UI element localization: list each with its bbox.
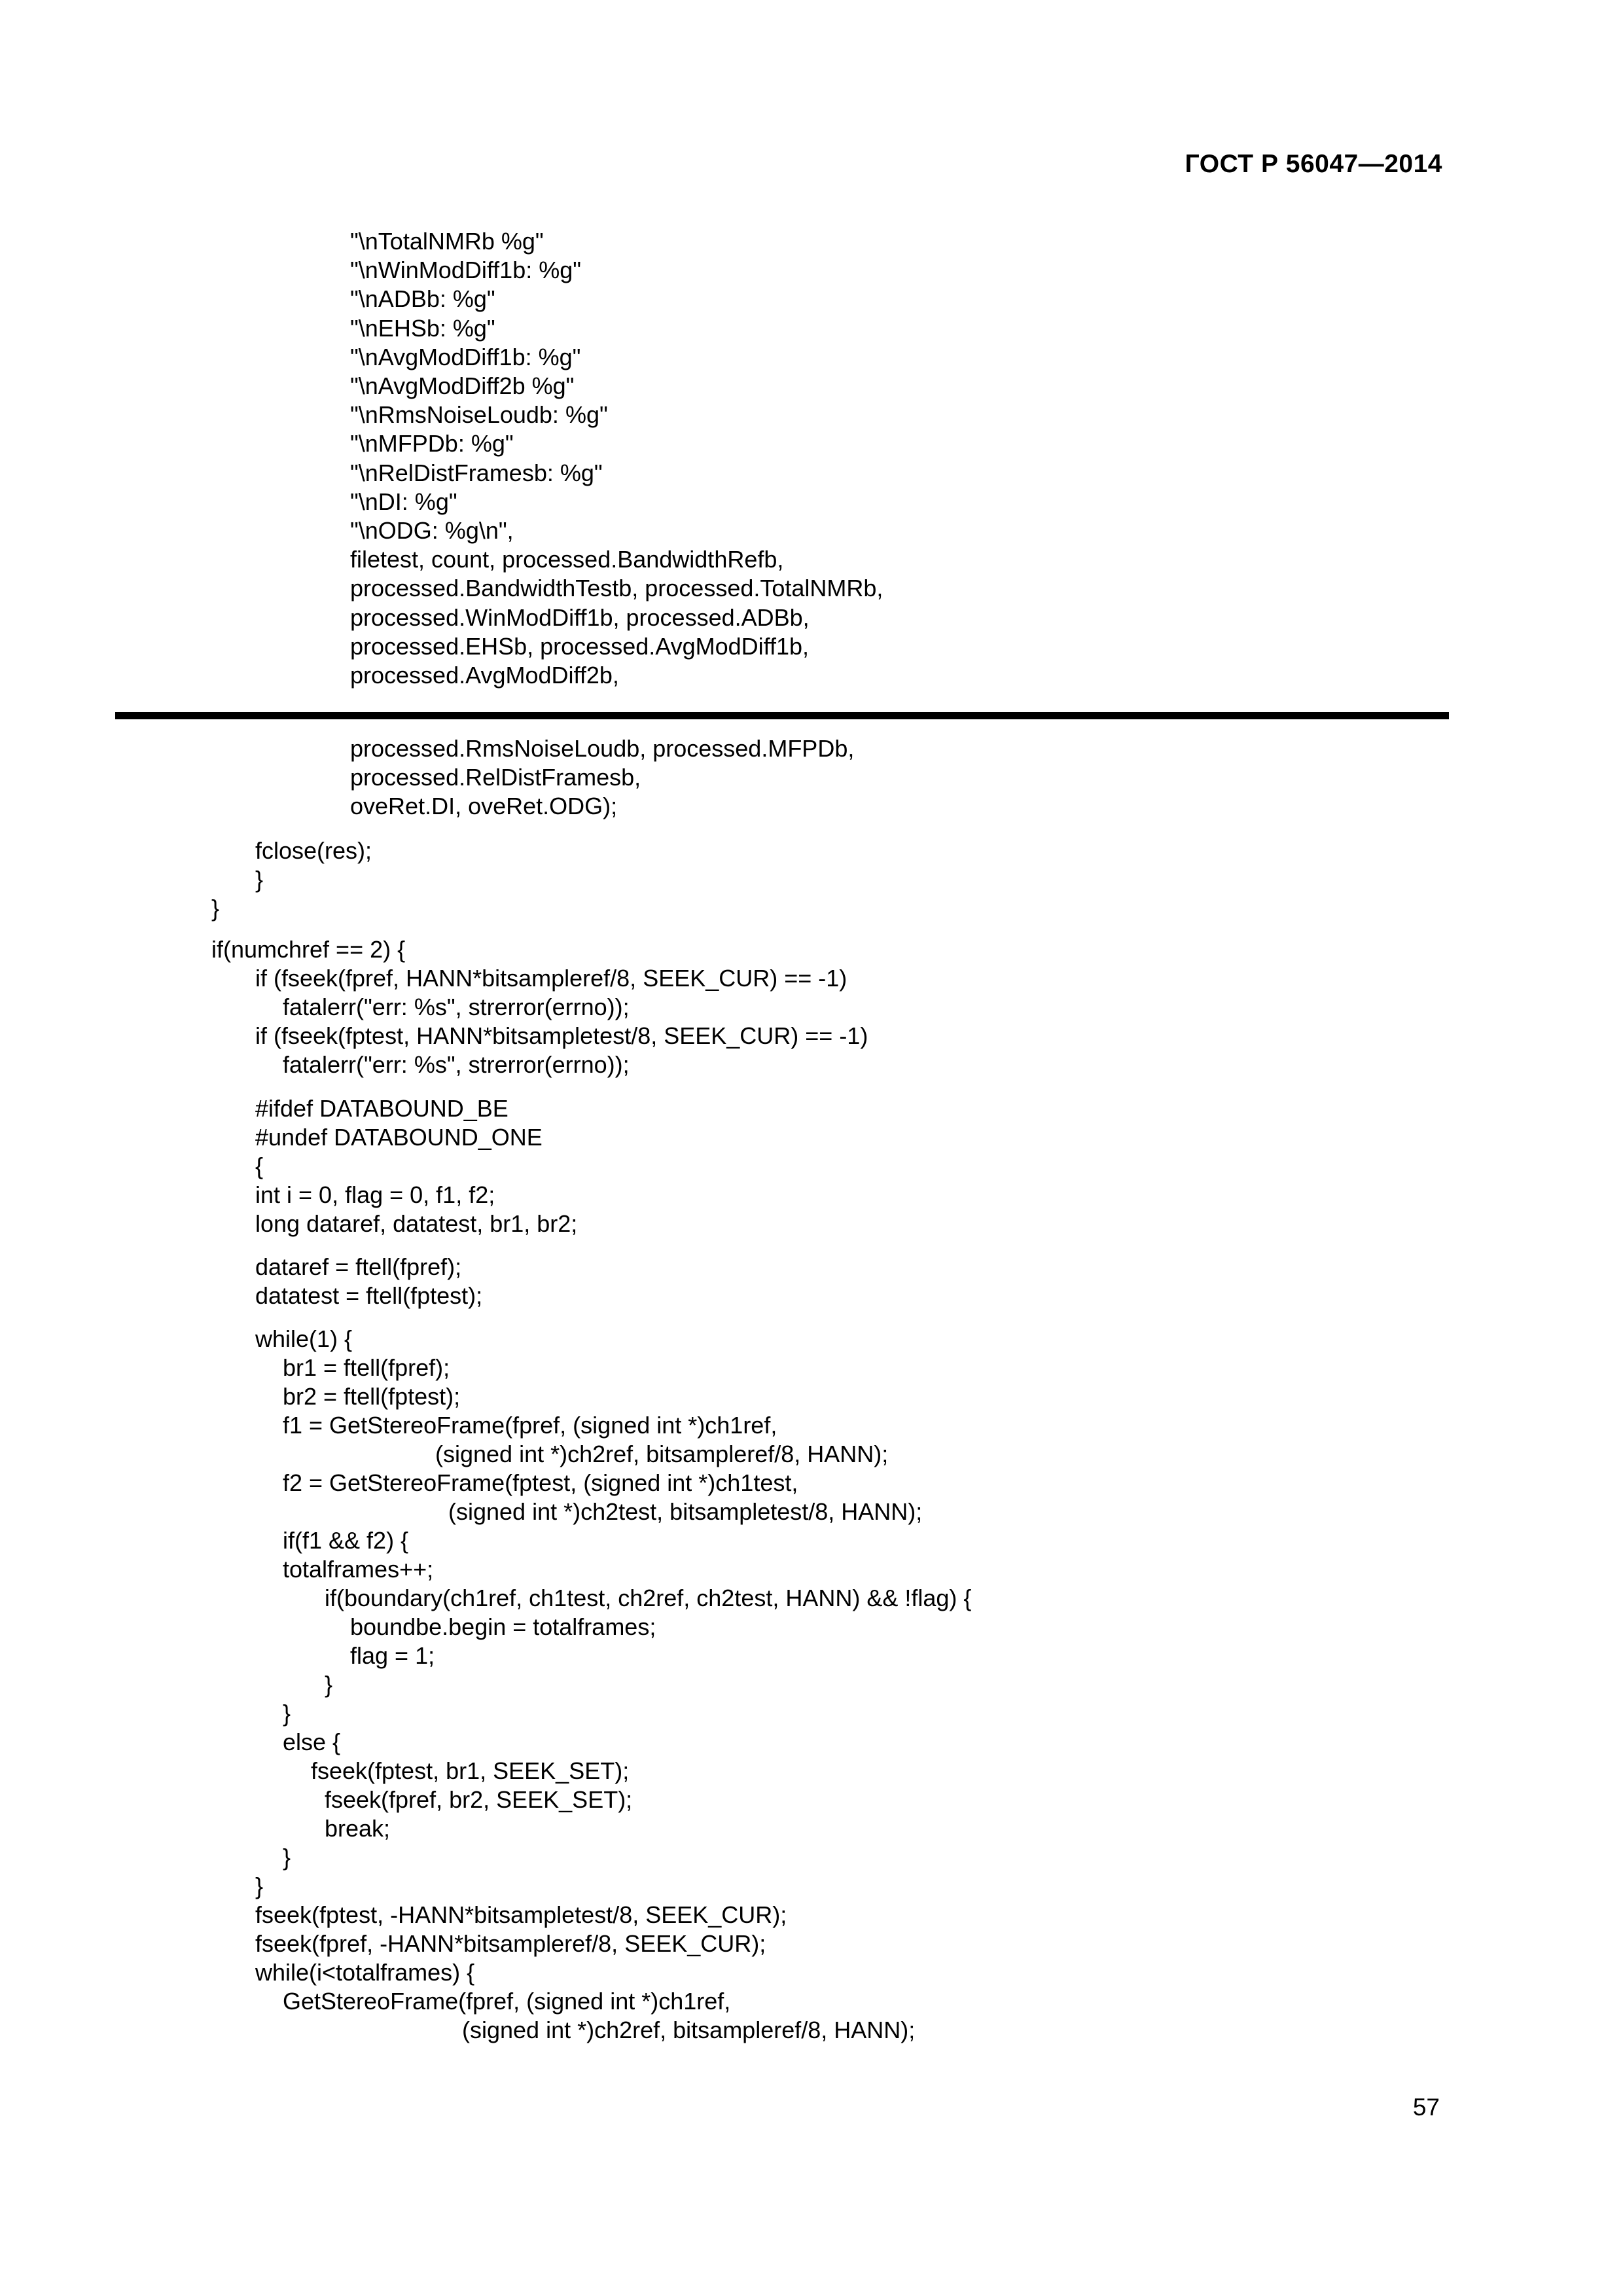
code-line: boundbe.begin = totalframes; [350,1613,656,1640]
code-line: fseek(fpref, -HANN*bitsampleref/8, SEEK_CUR); [255,1930,766,1957]
document-header: ГОСТ Р 56047—2014 [1185,150,1442,178]
code-line: "\nDI: %g" [350,488,457,515]
code-line: if(f1 && f2) { [283,1527,409,1554]
code-line: while(1) { [255,1325,353,1352]
code-line: processed.AvgModDiff2b, [350,662,619,689]
code-line: #undef DATABOUND_ONE [255,1124,543,1151]
code-line: fclose(res); [255,837,372,864]
code-line: { [255,1153,264,1179]
code-line: "\nADBb: %g" [350,285,495,312]
code-line: fseek(fptest, -HANN*bitsampletest/8, SEEK_CUR); [255,1901,787,1928]
code-line: #ifdef DATABOUND_BE [255,1095,508,1122]
page-number: 57 [1412,2094,1440,2121]
code-line: (signed int *)ch2ref, bitsampleref/8, HANN); [462,2017,916,2043]
code-line: (signed int *)ch2ref, bitsampleref/8, HANN); [435,1441,889,1467]
code-line: if(numchref == 2) { [211,936,406,963]
code-line: totalframes++; [283,1556,434,1583]
separator-rule [115,712,1449,719]
code-line: fseek(fptest, br1, SEEK_SET); [311,1757,630,1784]
code-line: filetest, count, processed.BandwidthRefb, [350,546,784,573]
code-line: datatest = ftell(fptest); [255,1282,483,1309]
code-line: processed.RelDistFramesb, [350,764,641,791]
code-line: processed.EHSb, processed.AvgModDiff1b, [350,633,810,660]
code-line: } [283,1700,291,1727]
code-line: fatalerr("err: %s", strerror(errno)); [283,994,630,1020]
code-line: } [325,1671,333,1698]
code-line: "\nAvgModDiff2b %g" [350,372,575,399]
code-line: if (fseek(fpref, HANN*bitsampleref/8, SEEK_CUR) == -1) [255,965,847,992]
code-line: "\nRelDistFramesb: %g" [350,459,603,486]
code-line: while(i<totalframes) { [255,1959,475,1986]
code-line: processed.RmsNoiseLoudb, processed.MFPDb, [350,735,855,762]
code-line: "\nEHSb: %g" [350,315,495,342]
code-line: fatalerr("err: %s", strerror(errno)); [283,1051,630,1078]
code-line: br2 = ftell(fptest); [283,1383,461,1410]
code-line: oveRet.DI, oveRet.ODG); [350,793,618,819]
code-line: if (fseek(fptest, HANN*bitsampletest/8, SEEK_CUR) == -1) [255,1022,868,1049]
code-line: dataref = ftell(fpref); [255,1253,462,1280]
code-line: fseek(fpref, br2, SEEK_SET); [325,1786,633,1813]
code-line: } [283,1844,291,1871]
code-line: br1 = ftell(fpref); [283,1354,450,1381]
code-line: (signed int *)ch2test, bitsampletest/8, HANN); [448,1498,923,1525]
code-line: } [211,895,220,922]
code-line: "\nAvgModDiff1b: %g" [350,344,581,370]
code-line: } [255,1873,264,1899]
code-line: long dataref, datatest, br1, br2; [255,1210,578,1237]
code-line: "\nODG: %g\n", [350,517,514,544]
code-line: "\nRmsNoiseLoudb: %g" [350,401,608,428]
code-line: int i = 0, flag = 0, f1, f2; [255,1181,495,1208]
code-line: "\nTotalNMRb %g" [350,228,544,255]
code-line: else { [283,1729,341,1755]
code-line: processed.BandwidthTestb, processed.TotalNMRb, [350,575,883,601]
code-line: GetStereoFrame(fpref, (signed int *)ch1ref, [283,1988,731,2015]
code-line: } [255,866,264,893]
code-line: "\nWinModDiff1b: %g" [350,257,582,283]
code-line: flag = 1; [350,1642,435,1669]
code-line: break; [325,1815,391,1842]
code-line: processed.WinModDiff1b, processed.ADBb, [350,604,810,631]
code-line: if(boundary(ch1ref, ch1test, ch2ref, ch2test, HANN) && !flag) { [325,1585,972,1611]
code-line: f2 = GetStereoFrame(fptest, (signed int *)ch1test, [283,1469,798,1496]
code-line: f1 = GetStereoFrame(fpref, (signed int *)ch1ref, [283,1412,777,1439]
code-line: "\nMFPDb: %g" [350,430,514,457]
